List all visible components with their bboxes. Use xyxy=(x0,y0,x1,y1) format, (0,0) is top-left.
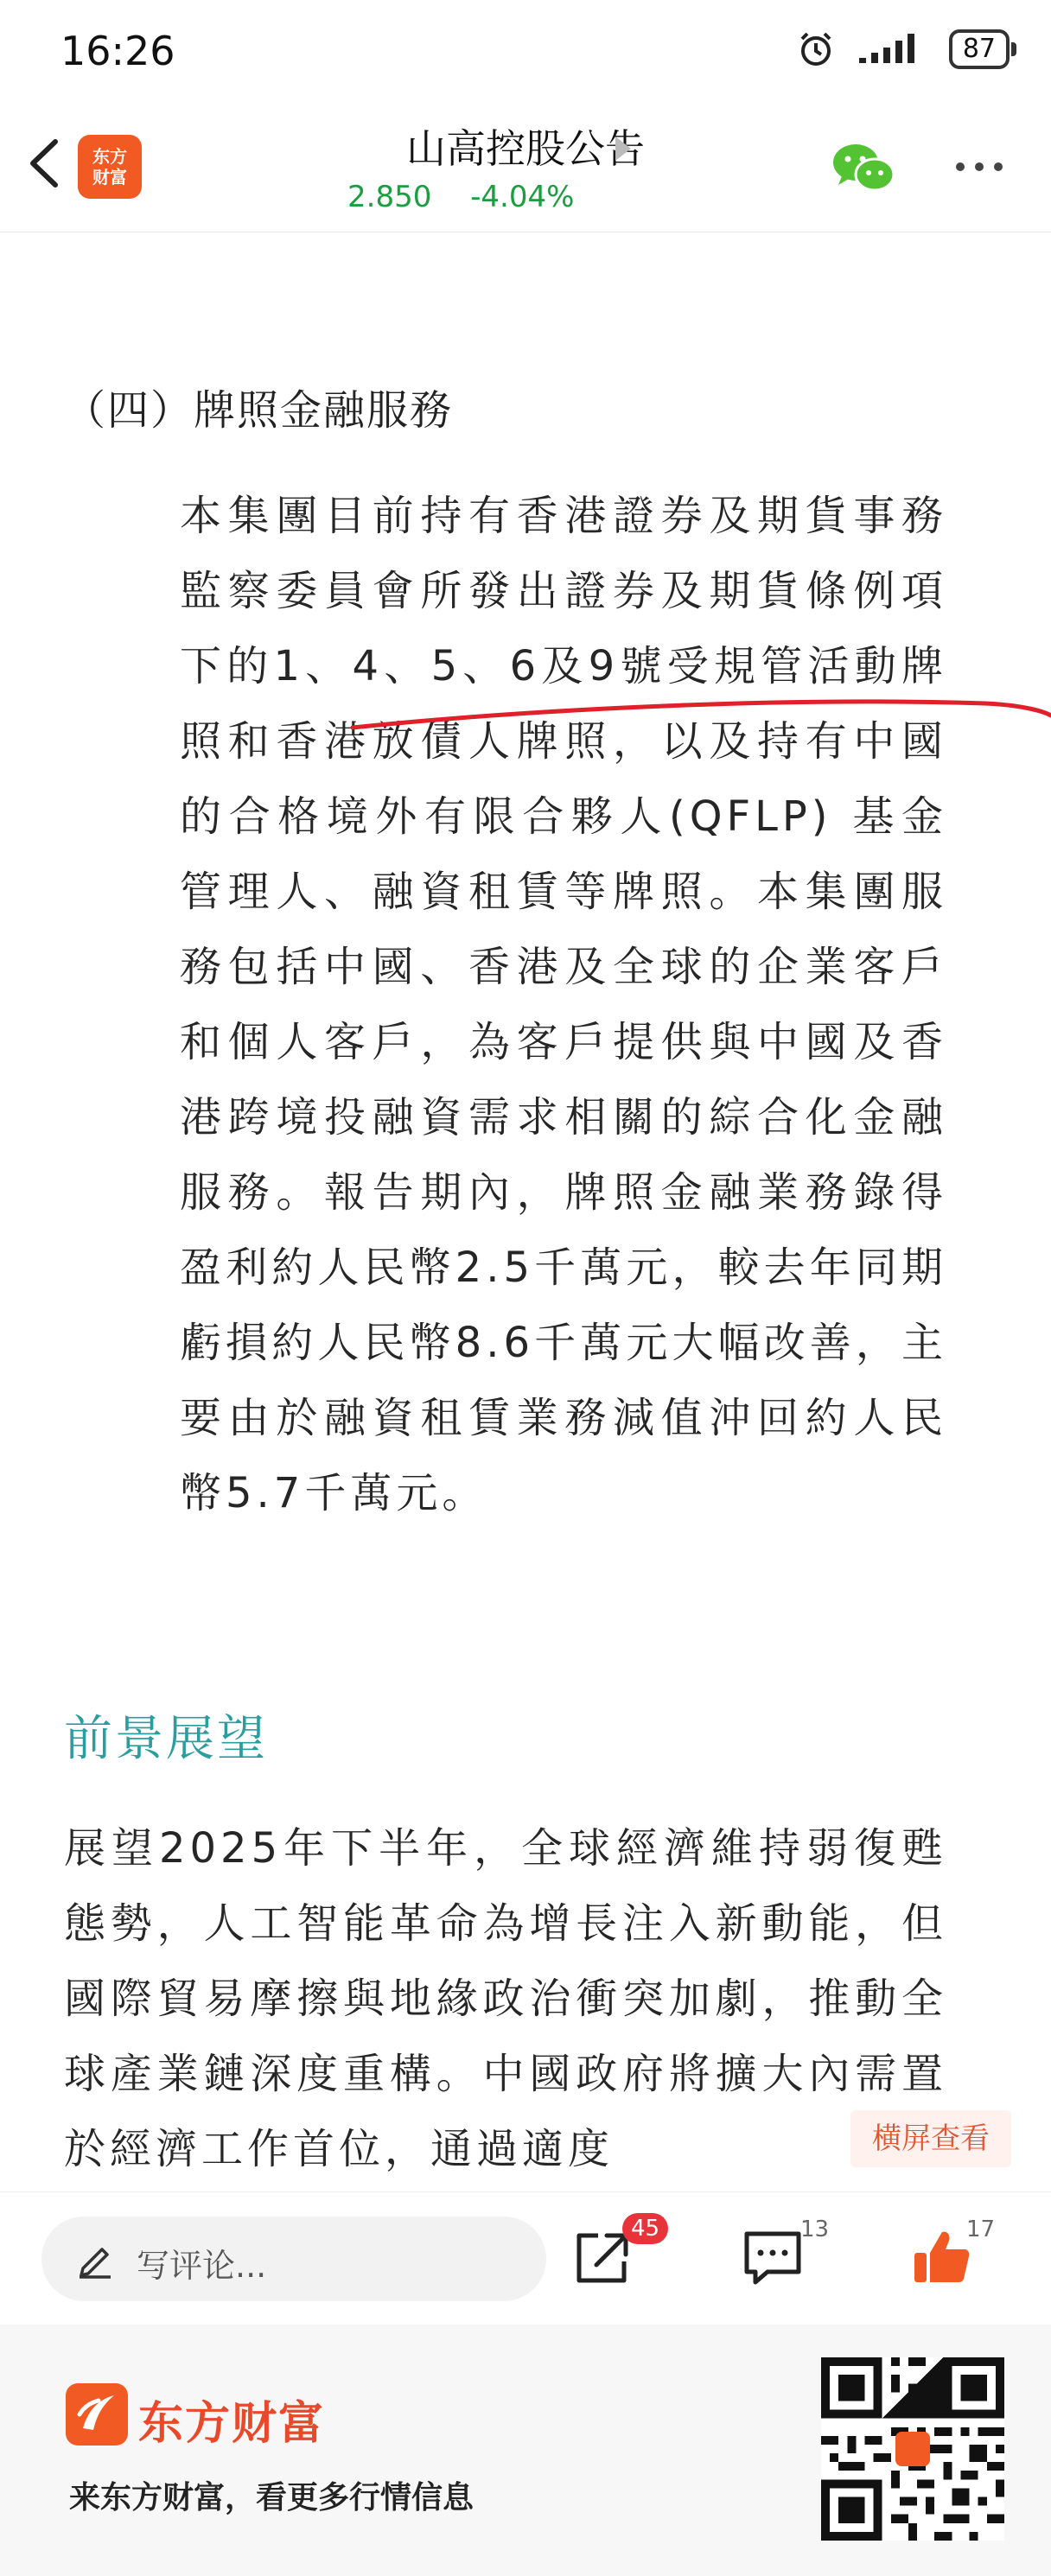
like-count: 17 xyxy=(966,2217,996,2242)
section-title: （四）牌照金融服務 xyxy=(64,386,454,435)
comment-bubble-icon xyxy=(742,2227,804,2287)
article-paragraph-outlook: 展望2025年下半年，全球經濟維持弱復甦態勢，人工智能革命為增長注入新動能，但國際貿易摩擦與地緣政治衝突加劇，推動全球產業鏈深度重構。中國政府將擴大內需置於經濟工作首位，通過適度 xyxy=(64,1824,947,2173)
brand-tagline: 来东方财富，看更多行情信息 xyxy=(69,2480,475,2516)
share-button[interactable] xyxy=(572,2216,660,2291)
stock-price: 2.850 xyxy=(347,180,432,214)
battery-indicator: 87 xyxy=(949,29,1010,69)
share-count-badge: 45 xyxy=(622,2213,668,2244)
eastmoney-logo[interactable]: 东方 财富 xyxy=(78,135,142,199)
comment-count: 13 xyxy=(800,2217,830,2242)
more-options-icon[interactable] xyxy=(956,162,1003,171)
brand-logo-icon xyxy=(66,2383,128,2446)
page-title[interactable]: 山高控股公告 xyxy=(406,125,645,172)
comments-button[interactable] xyxy=(742,2217,830,2291)
brand-name: 东方财富 xyxy=(138,2398,326,2450)
status-icons xyxy=(797,29,1010,69)
status-time: 16:26 xyxy=(61,28,175,74)
outlook-heading: 前景展望 xyxy=(64,1711,268,1767)
thumbs-up-icon xyxy=(911,2227,971,2287)
wechat-share-icon[interactable] xyxy=(828,140,897,195)
alarm-icon xyxy=(797,30,835,68)
pencil-icon xyxy=(76,2241,114,2279)
stock-quote xyxy=(347,180,603,214)
expand-triangle-icon xyxy=(615,137,631,161)
signal-icon xyxy=(857,32,927,67)
promo-banner xyxy=(0,2325,1051,2576)
comment-input[interactable] xyxy=(41,2217,546,2301)
app-header xyxy=(0,102,1051,232)
comment-placeholder: 写评论... xyxy=(137,2247,267,2285)
article-paragraph-licensed-finance: 本集團目前持有香港證券及期貨事務監察委員會所發出證券及期貨條例項下的1、4、5、6及9號受規管活動牌照和香港放債人牌照，以及持有中國的合格境外有限合夥人(QFLP) 基金管理人、融資租賃等牌照。本集團服務包括中國、香港及全球的企業客戶和個人客戶，為客戶提供與中國及香港跨境投融資需求相關的綜合化金融服務。報告期內，牌照金融業務錄得盈利約人民幣2.5千萬元，較去年同期虧損約人民幣8.6千萬元大幅改善，主要由於融資租賃業務減值沖回約人民幣5.7千萬元。 xyxy=(180,492,947,1517)
landscape-view-button[interactable]: 横屏查看 xyxy=(850,2110,1011,2167)
status-bar xyxy=(0,0,1051,102)
qr-code-image xyxy=(821,2357,1004,2541)
stock-change: -4.04% xyxy=(470,180,575,214)
like-button[interactable] xyxy=(911,2217,996,2291)
bottom-toolbar xyxy=(0,2191,1051,2325)
